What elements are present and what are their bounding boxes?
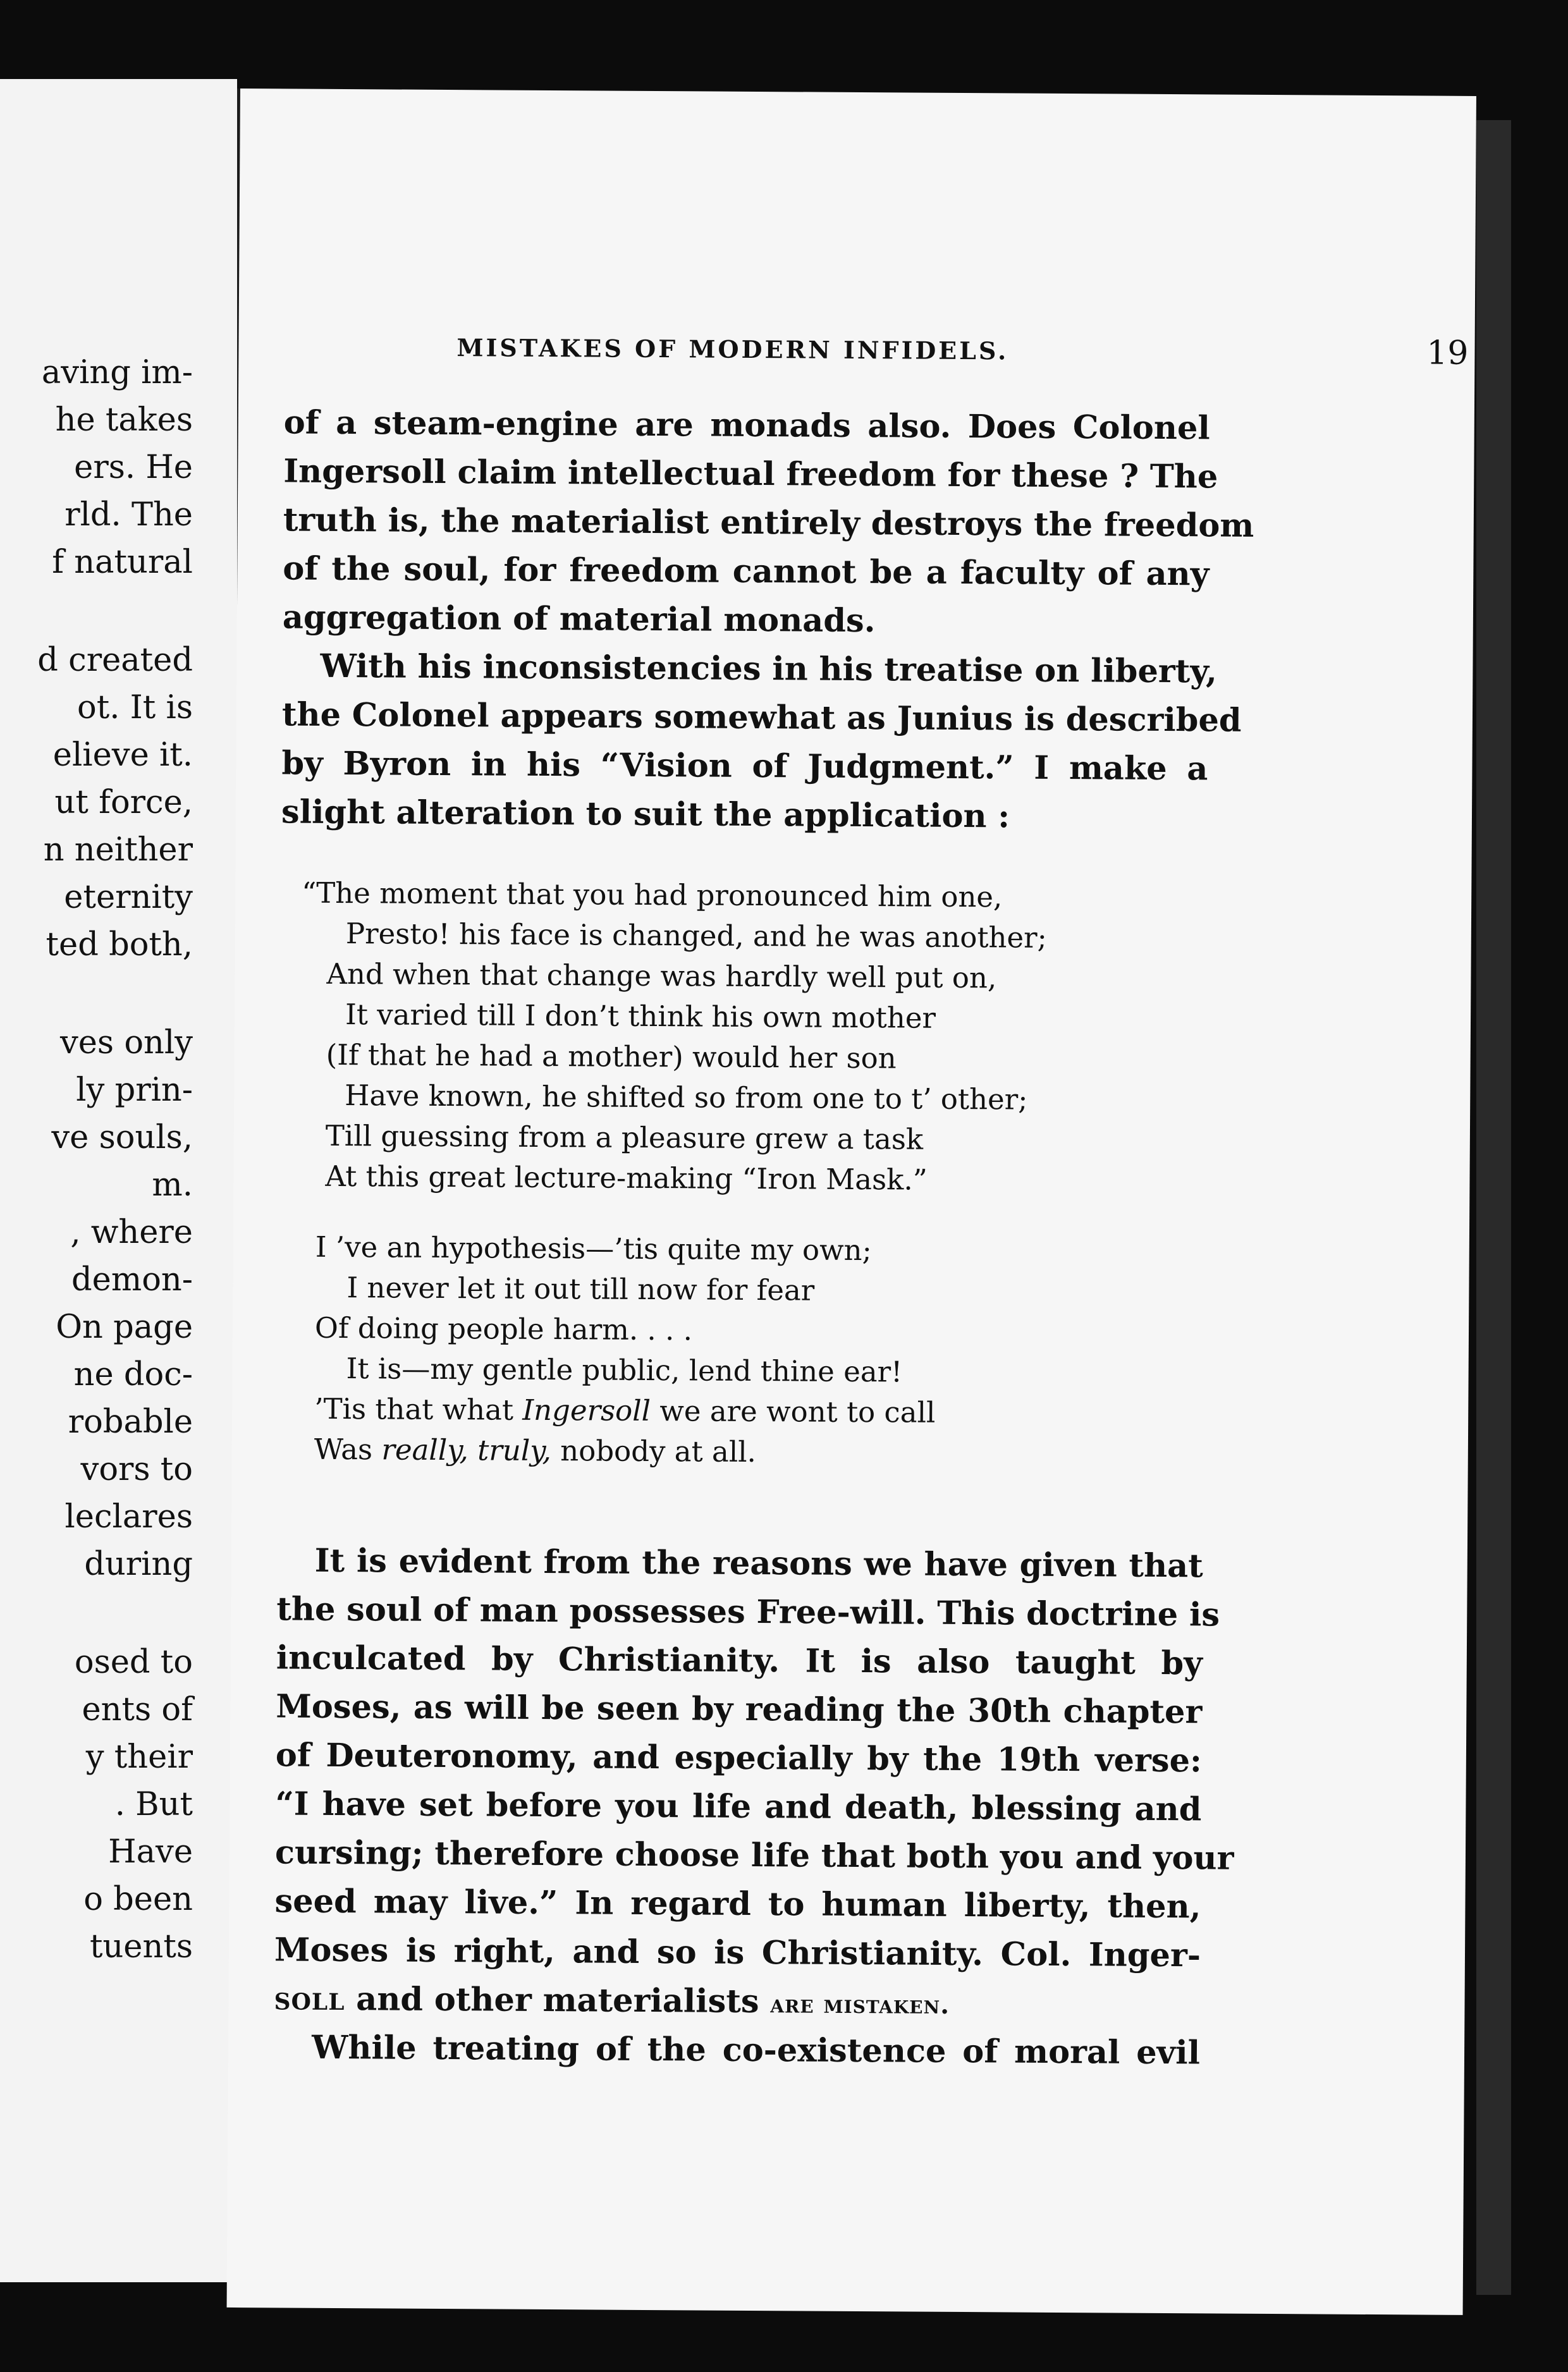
text-line: inculcated by Christianity. It is also taught by — [276, 1639, 1203, 1683]
verse-line: Presto! his face is changed, and he was another; — [345, 917, 1047, 955]
text-line: It is evident from the reasons we have given that — [314, 1541, 1203, 1586]
left-page-line: y their — [85, 1739, 193, 1776]
verse-text: ’Tis that what — [314, 1391, 523, 1427]
left-page-line: On page — [56, 1309, 193, 1346]
verse-text: nobody at all. — [551, 1434, 757, 1469]
verse-line: At this great lecture-making “Iron Mask.” — [325, 1159, 928, 1197]
text-line: of Deuteronomy, and especially by the 19th verse: — [275, 1736, 1203, 1780]
left-page-line: , where — [70, 1214, 193, 1251]
text-line: the soul of man possesses Free-will. This doctrine is — [276, 1590, 1220, 1634]
text-line — [274, 1974, 1200, 2029]
left-page-line: demon- — [71, 1261, 193, 1299]
small-caps-text: are mistaken. — [770, 1989, 950, 2020]
left-page-line: during — [84, 1546, 193, 1583]
page-number: 19 — [1426, 334, 1469, 372]
running-title: MISTAKES OF MODERN INFIDELS. — [456, 333, 1009, 365]
left-page-line: vors to — [80, 1451, 193, 1488]
left-page-line: m. — [152, 1166, 193, 1204]
small-caps-text: soll — [274, 1979, 345, 2019]
paragraph-3 — [274, 1536, 1234, 2029]
paragraph-2 — [281, 642, 1242, 842]
text-line: Ingersoll claim intellectual freedom for these ? The — [283, 452, 1218, 496]
text-segment: and other materialists — [345, 1980, 771, 2021]
verse-line: Till guessing from a pleasure grew a task — [325, 1118, 924, 1156]
left-page-line: ents of — [82, 1691, 193, 1728]
verse-line: I never let it out till now for fear — [346, 1271, 815, 1307]
running-header — [456, 333, 1468, 384]
page-edge — [1476, 120, 1511, 2295]
verse-stanza-2 — [314, 1227, 1264, 1476]
verse-line: “The moment that you had pronounced him one, — [302, 876, 1003, 914]
verse-line: It varied till I don’t think his own mother — [345, 998, 936, 1035]
paragraph-1 — [282, 398, 1254, 647]
left-page-line: leclares — [64, 1498, 193, 1536]
left-page-line: d created — [37, 642, 193, 679]
text-line: With his inconsistencies in his treatise on liberty, — [320, 647, 1218, 691]
left-page-line: ot. It is — [77, 689, 193, 726]
book-page — [227, 89, 1476, 2315]
left-page-line: o been — [83, 1881, 193, 1918]
left-page-line: eternity — [64, 879, 193, 916]
verse-line: Of doing people harm. . . . — [314, 1311, 693, 1347]
text-line: truth is, the materialist entirely destroys the freedom — [283, 501, 1254, 545]
verse-italic: really, truly, — [381, 1433, 552, 1468]
left-page-line: osed to — [74, 1644, 193, 1681]
left-page-line: aving im- — [41, 354, 193, 391]
verse-line: And when that change was hardly well put on, — [326, 957, 997, 995]
text-line: of a steam-engine are monads also. Does Colonel — [283, 403, 1210, 448]
left-facing-page — [0, 79, 237, 2282]
verse-line — [314, 1429, 1263, 1476]
left-page-line: ut force, — [54, 784, 193, 821]
verse-line: I ’ve an hypothesis—’tis quite my own; — [315, 1230, 872, 1268]
text-line: “I have set before you life and death, blessing and — [275, 1785, 1202, 1829]
paragraph-4 — [274, 2023, 1200, 2077]
left-page-line: ves only — [59, 1024, 193, 1061]
left-page-line: ted both, — [46, 926, 193, 963]
verse-stanza-1 — [300, 873, 1250, 1202]
left-page-line: ers. He — [74, 449, 193, 486]
verse-line: It is—my gentle public, lend thine ear! — [346, 1352, 903, 1389]
left-page-line: ly prin- — [76, 1072, 193, 1109]
text-line: seed may live.” In regard to human liberty, then, — [274, 1882, 1201, 1926]
text-line: the Colonel appears somewhat as Junius is described — [281, 695, 1242, 740]
left-page-line: elieve it. — [52, 737, 193, 774]
left-page-line: Have — [108, 1833, 193, 1871]
verse-line: (If that he had a mother) would her son — [326, 1037, 897, 1075]
left-page-line: f natural — [52, 544, 193, 581]
text-line: by Byron in his “Vision of Judgment.” I make a — [281, 744, 1208, 788]
left-page-line: n neither — [43, 831, 193, 869]
left-page-line: he takes — [55, 401, 193, 439]
verse-italic: Ingersoll — [522, 1393, 651, 1428]
text-line: Moses, as will be seen by reading the 30th chapter — [276, 1687, 1203, 1732]
left-page-line: tuents — [89, 1928, 193, 1965]
text-line: Moses is right, and so is Christianity. Col. Inger- — [274, 1931, 1201, 1975]
text-line: cursing; therefore choose life that both you and your — [274, 1833, 1234, 1878]
left-page-line: rld. The — [64, 496, 193, 534]
text-line: slight alteration to suit the application : — [281, 793, 1010, 836]
text-line: While treating of the co-existence of moral evil — [311, 2028, 1201, 2072]
left-page-line: ne doc- — [73, 1356, 193, 1393]
verse-line — [314, 1389, 1263, 1435]
verse-line: Have known, he shifted so from one to t’ other; — [345, 1079, 1028, 1116]
left-page-line: ve souls, — [51, 1119, 193, 1156]
verse-text: we are wont to call — [650, 1394, 936, 1429]
verse-text: Was — [314, 1432, 382, 1467]
left-page-line: robable — [68, 1403, 193, 1441]
left-page-line: . But — [114, 1786, 193, 1823]
text-line: of the soul, for freedom cannot be a faculty of any — [283, 549, 1210, 594]
text-line: aggregation of material monads. — [282, 598, 876, 640]
